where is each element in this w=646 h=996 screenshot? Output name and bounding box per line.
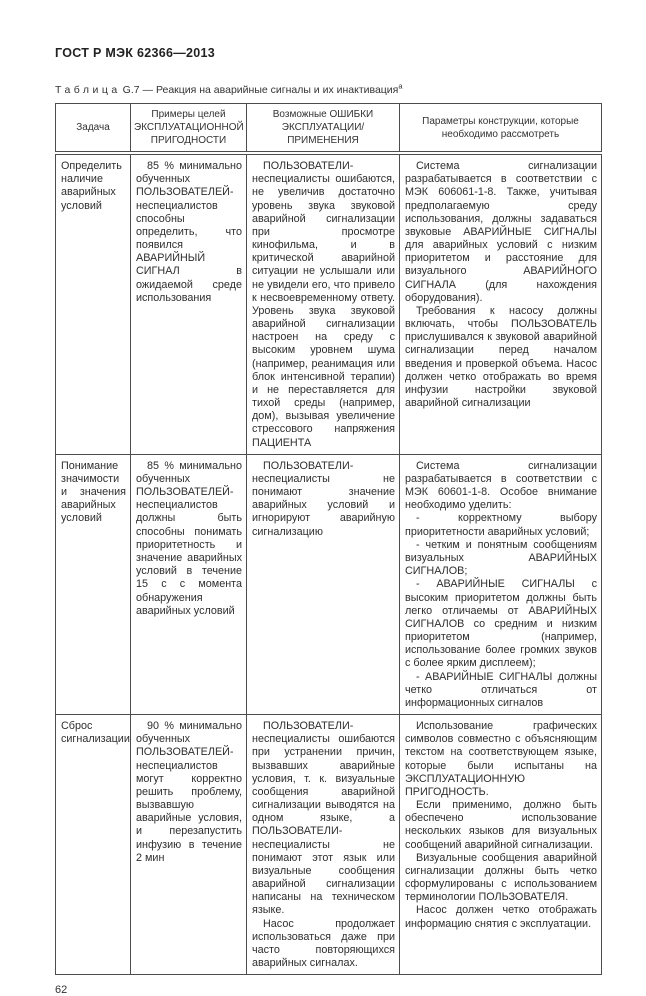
error-paragraph: Насос продолжает использоваться даже при часто повторяющихся аварийных сигналах.: [252, 917, 395, 970]
table-row-understand-alarm: [56, 454, 602, 714]
task-text: Сброс сигнализации: [61, 720, 130, 746]
parameter-paragraph: Визуальные сообщения аварийной сигнализации должны быть четко сформулированы с использованием терминологии ПОЛЬЗОВАТЕЛЯ.: [405, 851, 597, 904]
parameter-list-item: - корректному выбору приоритетности аварийных условий;: [405, 512, 597, 538]
cell-design-parameters: [400, 715, 602, 975]
column-header-usability-goals: Примеры целей ЭКСПЛУАТАЦИОННОЙ ПРИГОДНОСТИ: [131, 104, 247, 154]
table-caption-text-body: Реакция на аварийные сигналы и их инактивация: [155, 84, 399, 96]
parameter-list-item: - АВАРИЙНЫЕ СИГНАЛЫ с высоким приоритетом должны быть легко отличаемы от АВАРИЙНЫХ СИГНАЛОВ со средним и низким приоритетом (например, использование более громких звуков с более ярким дисплеем);: [405, 578, 597, 670]
parameter-list-item: - АВАРИЙНЫЕ СИГНАЛЫ должны четко отличаться от информационных сигналов: [405, 670, 597, 709]
goal-text: 85 % минимально обученных ПОЛЬЗОВАТЕЛЕЙ-неспециалистов должны быть способны понимать приоритетность и значение аварийных условий в течение 15 с с момента обнаружения аварийных условий: [136, 459, 242, 617]
table-caption-label: Таблица: [55, 84, 121, 96]
error-paragraph: ПОЛЬЗОВАТЕЛИ-неспециалисты не понимают значение аварийных условий и игнорируют аварийную сигнализацию: [252, 459, 395, 538]
cell-usability-goal: [131, 153, 247, 454]
cell-usability-goal: [131, 454, 247, 714]
cell-task: [56, 454, 131, 714]
parameter-paragraph: Насос должен четко отображать информацию снятия с эксплуатации.: [405, 904, 597, 930]
column-header-use-errors: Возможные ОШИБКИ ЭКСПЛУАТАЦИИ/ ПРИМЕНЕНИЯ: [247, 104, 400, 154]
table-caption-dash: —: [142, 84, 154, 96]
table-caption: [55, 81, 601, 96]
column-header-design-parameters: Параметры конструкции, которые необходимо рассмотреть: [400, 104, 602, 154]
cell-design-parameters: [400, 153, 602, 454]
table-caption-text: [155, 81, 403, 96]
table-caption-number: G.7: [122, 84, 140, 96]
task-text: Понимание значимости и значения аварийных условий: [61, 459, 126, 525]
page-number: 62: [55, 984, 68, 996]
document-code: ГОСТ Р МЭК 62366—2013: [55, 46, 216, 60]
table-header-row: [56, 104, 602, 154]
goal-text: 85 % минимально обученных ПОЛЬЗОВАТЕЛЕЙ-неспециалистов способны определить, что появился АВАРИЙНЫЙ СИГНАЛ в ожидаемой среде использования: [136, 160, 242, 304]
column-header-task: Задача: [56, 104, 131, 154]
parameter-paragraph: Если применимо, должно быть обеспечено использование нескольких языков для визуальных сообщений аварийной сигнализации.: [405, 799, 597, 851]
parameter-paragraph: Система сигнализации разрабатывается в соответствии с МЭК 60601-1-8. Особое внимание необходимо уделить:: [405, 459, 597, 512]
cell-task: [56, 153, 131, 454]
table-row-reset-alarm: [56, 715, 602, 975]
alarm-response-table: [55, 103, 602, 975]
parameter-paragraph: Требования к насосу должны включать, чтобы ПОЛЬЗОВАТЕЛЬ прислушивался к звуковой аварийной сигнализации перед началом введения и проверкой объема. Насос должен четко отображать во время инфузии настройки звуковой аварийной сигнализации: [405, 304, 597, 410]
goal-text: 90 % минимально обученных ПОЛЬЗОВАТЕЛЕЙ-неспециалистов могут корректно решить проблему, вызвавшую аварийные условия, и перезапустить инфузию в течение 2 мин: [136, 720, 242, 864]
parameter-list-item: - четким и понятным сообщениям визуальных АВАРИЙНЫХ СИГНАЛОВ;: [405, 538, 597, 578]
table-row-detect-alarm: [56, 153, 602, 454]
cell-use-errors: [247, 153, 400, 454]
cell-use-errors: [247, 715, 400, 975]
cell-task: [56, 715, 131, 975]
cell-design-parameters: [400, 454, 602, 714]
parameter-paragraph: Система сигнализации разрабатывается в соответствии с МЭК 606061-1-8. Также, учитывая предполагаемую среду использования, должны задаваться звуковые АВАРИЙНЫЕ СИГНАЛЫ для аварийных условий с низким приоритетом и расстояние для визуального АВАРИЙНОГО СИГНАЛА (для нахождения оборудования).: [405, 160, 597, 304]
error-paragraph: ПОЛЬЗОВАТЕЛИ-неспециалисты ошибаются, не увеличив достаточно уровень звука звуковой аварийной сигнализации при просмотре кинофильма, и в критической аварийной ситуации не услышали или не увидели его, что привело к несвоевременному ответу. Уровень звука звуковой аварийной сигнализации настроен на среду с высоким уровнем шума (например, реанимация или блок интенсивной терапии) и не переставляется для тихой среды (например, дом), вызывая увеличение стрессового напряжения ПАЦИЕНТА: [252, 160, 395, 449]
cell-usability-goal: [131, 715, 247, 975]
footnote-marker: а: [398, 81, 403, 91]
task-text: Определить наличие аварийных условий: [61, 160, 122, 212]
error-paragraph: ПОЛЬЗОВАТЕЛИ-неспециалисты ошибаются при устранении причин, вызвавших аварийные условия, т. к. визуальные сообщения аварийной сигнализации выводятся на одном языке, а ПОЛЬЗОВАТЕЛИ-неспециалисты не понимают этот язык или визуальные сообщения аварийной сигнализации написаны на техническом языке.: [252, 720, 395, 917]
cell-use-errors: [247, 454, 400, 714]
parameter-paragraph: Использование графических символов совместно с объясняющим текстом на соответствующем языке, которые были испытаны на ЭКСПЛУАТАЦИОННУЮ ПРИГОДНОСТЬ.: [405, 720, 597, 798]
